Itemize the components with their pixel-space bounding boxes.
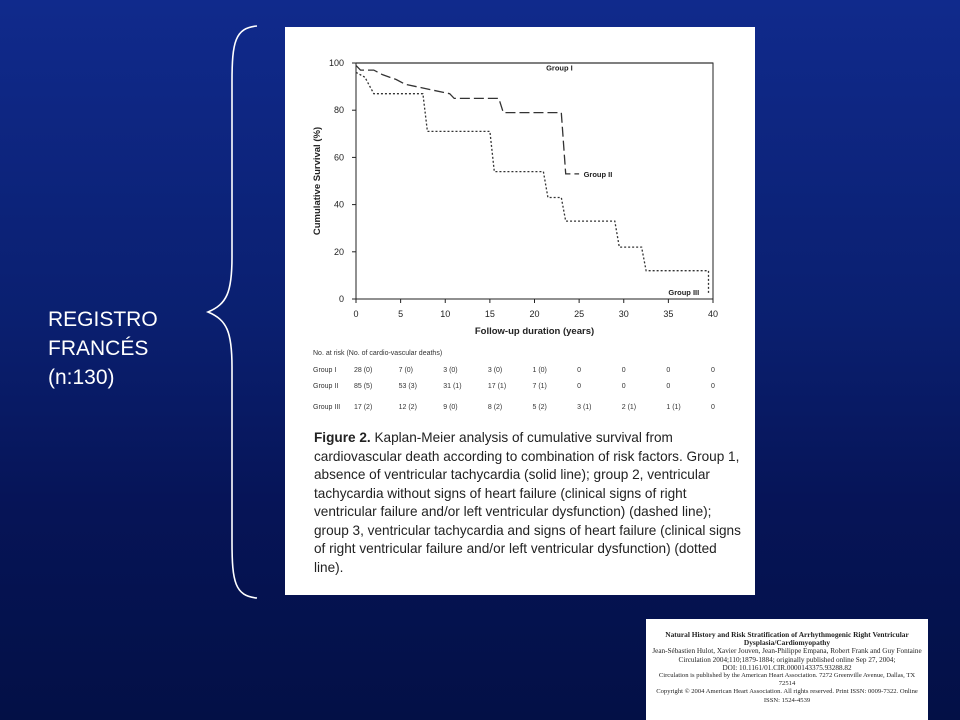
risk-cell: 0 [577, 367, 582, 374]
risk-cell: 1 (0) [532, 367, 547, 374]
registry-label-line-2: FRANCÉS [48, 337, 149, 360]
risk-cell: 8 (2) [487, 404, 503, 411]
risk-cell: 0 [621, 383, 626, 390]
risk-cell: 0 [711, 404, 715, 411]
x-tick-label: 35 [663, 309, 674, 319]
caption-figure-number: Figure 2. [314, 430, 371, 445]
y-tick-label: 0 [338, 294, 344, 304]
registry-label-line-3: (n:130) [48, 366, 115, 389]
risk-cell: 3 (0) [487, 367, 503, 374]
x-tick-label: 20 [529, 309, 540, 319]
curly-brace [205, 22, 265, 602]
risk-cell: 7 (1) [532, 383, 547, 390]
risk-table-header: No. at risk (No. of cardio-vascular deaths) [313, 350, 443, 357]
risk-cell: 5 (2) [532, 404, 547, 411]
risk-cell: 0 [577, 383, 582, 390]
series-line-3 [356, 72, 709, 294]
x-tick-label: 5 [398, 309, 404, 319]
figure-panel [285, 27, 755, 595]
series-line-2 [356, 65, 579, 173]
risk-cell: 3 (1) [577, 404, 592, 411]
y-tick-label: 60 [333, 152, 344, 163]
risk-cell: 0 [621, 367, 626, 374]
series-label-1: Group I [546, 63, 573, 73]
risk-cell: 2 (1) [621, 404, 637, 411]
risk-cell: 9 (0) [443, 404, 458, 411]
risk-cell: 0 [666, 367, 671, 374]
citation-box [646, 619, 928, 720]
x-axis-title: Follow-up duration (years) [474, 326, 595, 337]
x-tick-label: 0 [353, 309, 359, 319]
registry-label [48, 305, 158, 392]
y-tick-label: 80 [333, 105, 344, 116]
risk-cell: 28 (0) [354, 367, 373, 374]
registry-label-line-1: REGISTRO [48, 308, 158, 331]
y-tick-label: 100 [328, 58, 344, 68]
risk-row-label: Group III [313, 404, 341, 411]
citation-copyright: Copyright © 2004 American Heart Association. All rights reserved. Print ISSN: 0009-7322. Online ISSN: 1524-4539 [656, 688, 918, 704]
y-tick-label: 40 [333, 199, 344, 210]
risk-cell: 0 [711, 367, 715, 374]
risk-cell: 1 (1) [666, 404, 681, 411]
risk-cell: 53 (3) [398, 383, 417, 390]
risk-cell: 12 (2) [398, 404, 417, 411]
series-label-3: Group III [668, 287, 700, 297]
citation-publisher: Circulation is published by the American Heart Association. 7272 Greenville Avenue, Dallas, TX 72514 [658, 672, 916, 688]
y-axis-title: Cumulative Survival (%) [312, 126, 323, 236]
risk-cell: 31 (1) [443, 383, 462, 390]
series-label-2: Group II [583, 169, 613, 179]
risk-cell: 17 (2) [354, 404, 373, 411]
risk-cell: 17 (1) [487, 383, 507, 390]
risk-row-label: Group II [313, 383, 339, 390]
risk-cell: 0 [666, 383, 671, 390]
risk-cell: 85 (5) [354, 383, 373, 390]
citation-doi: DOI: 10.1161/01.CIR.0000143375.93288.82 [722, 663, 852, 672]
risk-cell: 7 (0) [398, 367, 414, 374]
plot-frame [356, 63, 713, 299]
risk-row-label: Group I [313, 367, 337, 374]
risk-cell: 0 [711, 383, 715, 390]
x-tick-label: 15 [484, 309, 495, 319]
caption-text: Kaplan-Meier analysis of cumulative survival from cardiovascular death according to combination of risk factors. Group 1, absence of ventricular tachycardia (solid line); group 2, ventricular tachycardia without signs of heart failure (clinical signs of right ventricular failure and/or left ventricular dysfunction) (dashed line); group 3, ventricular tachycardia and signs of heart failure (clinical signs of right ventricular failure and/or left ventricular dysfunction) (dotted line). [314, 430, 741, 575]
citation-title: Natural History and Risk Stratification of Arrhythmogenic Right Ventricular Dysplasia/Cardiomyopathy [665, 630, 909, 648]
x-tick-label: 40 [707, 309, 719, 319]
citation-journal: Circulation 2004;110;1879-1884; originally published online Sep 27, 2004; [678, 655, 896, 664]
risk-cell: 3 (0) [443, 367, 458, 374]
x-tick-label: 10 [440, 309, 451, 319]
citation-authors: Jean-Sébastien Hulot, Xavier Jouven, Jean-Philippe Empana, Robert Frank and Guy Fontaine [652, 647, 922, 656]
figure-caption [314, 429, 744, 577]
y-tick-label: 20 [333, 246, 344, 257]
x-tick-label: 30 [618, 309, 629, 319]
x-tick-label: 25 [574, 309, 585, 319]
